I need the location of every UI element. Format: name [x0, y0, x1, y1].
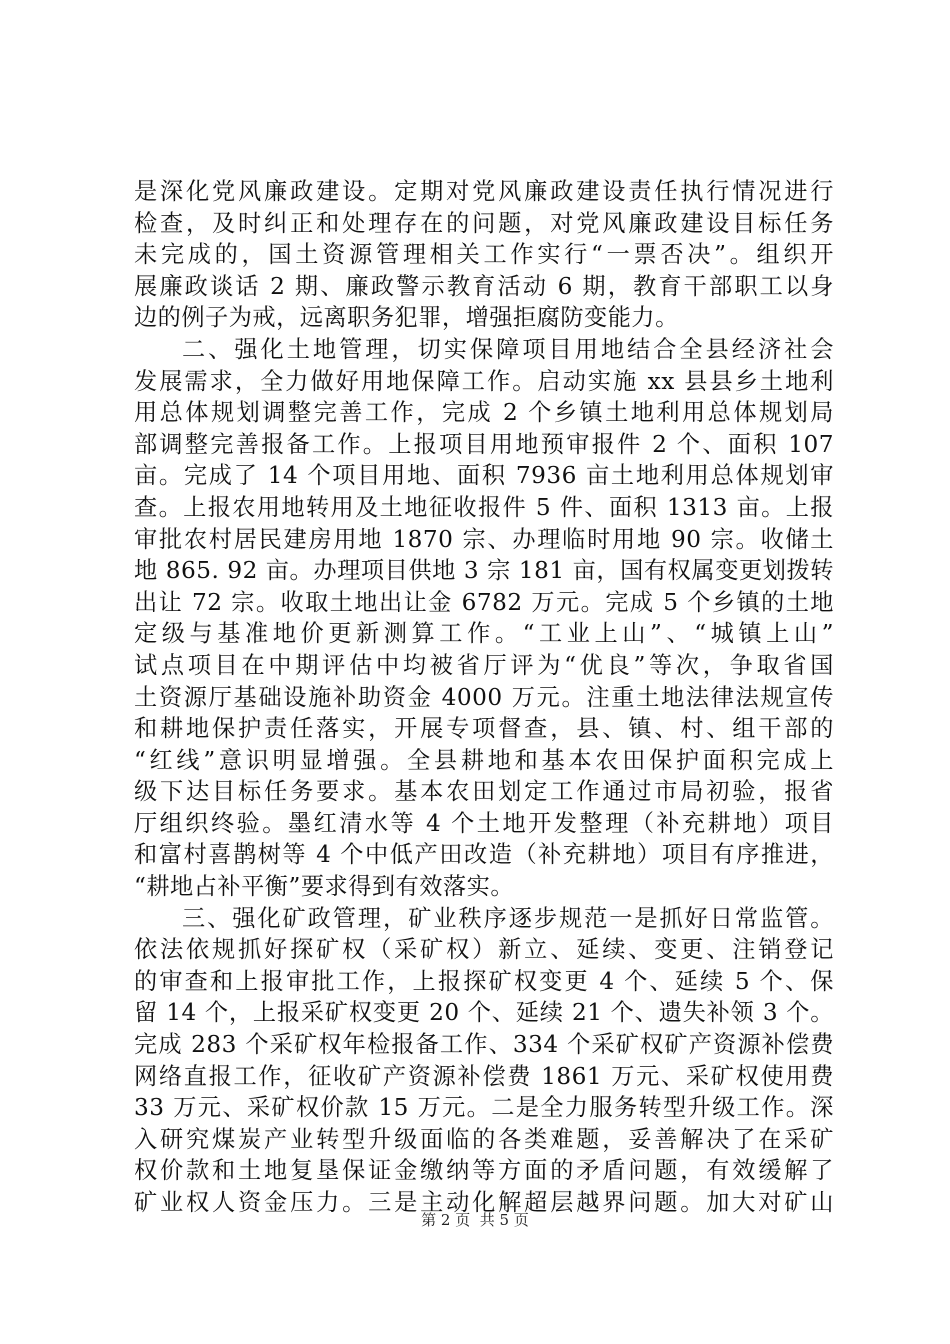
- text-line: 出让 72 宗。收取土地出让金 6782 万元。完成 5 个乡镇的土地: [134, 588, 834, 616]
- text-line: 定级与基准地价更新测算工作。“工业上山”、“城镇上山”: [134, 620, 834, 648]
- text-line: 和耕地保护责任落实，开展专项督查，县、镇、村、组干部的: [134, 715, 834, 743]
- text-line: 完成 283 个采矿权年检报备工作、334 个采矿权矿产资源补偿费: [134, 1031, 834, 1059]
- text-line: 用总体规划调整完善工作，完成 2 个乡镇土地利用总体规划局: [134, 399, 834, 427]
- document-body: [134, 176, 834, 1219]
- text-line: 发展需求，全力做好用地保障工作。启动实施 xx 县县乡土地利: [134, 367, 834, 395]
- text-line: 边的例子为戒，远离职务犯罪，增强拒腐防变能力。: [134, 304, 679, 332]
- text-line: 网络直报工作，征收矿产资源补偿费 1861 万元、采矿权使用费: [134, 1062, 834, 1090]
- text-line: 检查，及时纠正和处理存在的问题，对党风廉政建设目标任务: [134, 209, 834, 237]
- text-line: 亩。完成了 14 个项目用地、面积 7936 亩土地利用总体规划审: [134, 462, 834, 490]
- page-number: 第 2 页: [421, 1211, 471, 1229]
- page-total: 共 5 页: [479, 1211, 529, 1229]
- text-line: 审批农村居民建房用地 1870 宗、办理临时用地 90 宗。收储土: [134, 525, 834, 553]
- text-line: 33 万元、采矿权价款 15 万元。二是全力服务转型升级工作。深: [134, 1094, 834, 1122]
- page-footer: [0, 1210, 950, 1230]
- text-line: 查。上报农用地转用及土地征收报件 5 件、面积 1313 亩。上报: [134, 493, 834, 521]
- text-line: “红线”意识明显增强。全县耕地和基本农田保护面积完成上: [134, 746, 834, 774]
- paragraph-start-line: 三、强化矿政管理，矿业秩序逐步规范一是抓好日常监管。: [182, 904, 834, 932]
- text-line: 级下达目标任务要求。基本农田划定工作通过市局初验，报省: [134, 778, 834, 806]
- text-line: 展廉政谈话 2 期、廉政警示教育活动 6 期，教育干部职工以身: [134, 272, 834, 300]
- text-line: 地 865. 92 亩。办理项目供地 3 宗 181 亩，国有权属变更划拨转: [134, 557, 834, 585]
- text-line: 的审查和上报审批工作，上报探矿权变更 4 个、延续 5 个、保: [134, 967, 834, 995]
- text-line: 土资源厅基础设施补助资金 4000 万元。注重土地法律法规宣传: [134, 683, 834, 711]
- text-line: 部调整完善报备工作。上报项目用地预审报件 2 个、面积 107: [134, 430, 834, 458]
- text-line: 试点项目在中期评估中均被省厅评为“优良”等次，争取省国: [134, 651, 834, 679]
- text-line: 权价款和土地复垦保证金缴纳等方面的矛盾问题，有效缓解了: [134, 1157, 834, 1185]
- text-line: 是深化党风廉政建设。定期对党风廉政建设责任执行情况进行: [134, 178, 834, 205]
- text-line: 入研究煤炭产业转型升级面临的各类难题，妥善解决了在采矿: [134, 1125, 834, 1153]
- paragraph-start-line: 二、强化土地管理，切实保障项目用地结合全县经济社会: [182, 335, 834, 363]
- text-line: 和富村喜鹊树等 4 个中低产田改造（补充耕地）项目有序推进，: [134, 841, 834, 869]
- text-line: 矿业权人资金压力。三是主动化解超层越界问题。加大对矿山: [134, 1189, 834, 1216]
- text-line: 依法依规抓好探矿权（采矿权）新立、延续、变更、注销登记: [134, 936, 834, 964]
- text-line: “耕地占补平衡”要求得到有效落实。: [134, 873, 515, 901]
- text-line: 留 14 个，上报采矿权变更 20 个、延续 21 个、遗失补领 3 个。: [134, 999, 834, 1027]
- text-line: 未完成的，国土资源管理相关工作实行“一票否决”。组织开: [134, 241, 834, 269]
- text-line: 厅组织终验。墨红清水等 4 个土地开发整理（补充耕地）项目: [134, 809, 834, 837]
